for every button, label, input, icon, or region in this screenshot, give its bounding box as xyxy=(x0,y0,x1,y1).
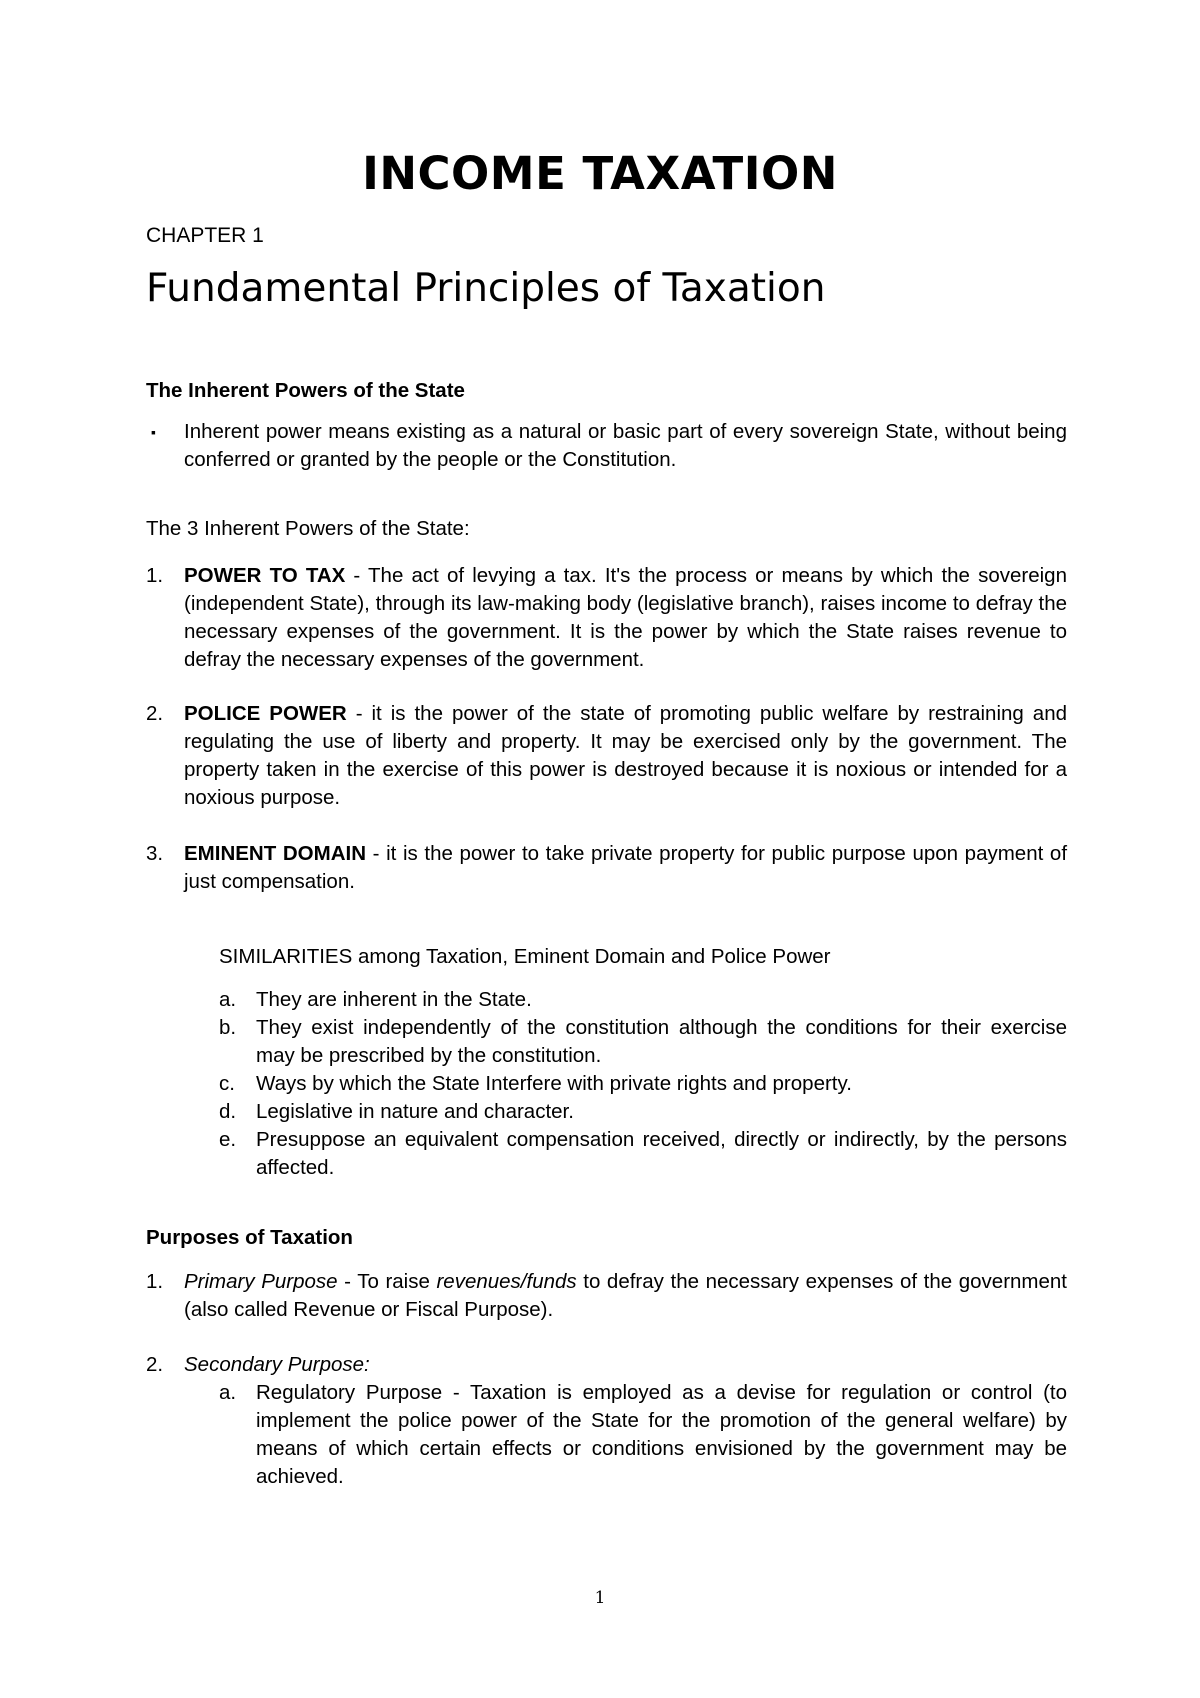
purpose-text: - To raise xyxy=(337,1270,437,1293)
list-number: 3. xyxy=(146,842,164,865)
list-letter: c. xyxy=(219,1072,235,1095)
inherent-powers-intro: The 3 Inherent Powers of the State: xyxy=(146,517,470,540)
term-eminent-domain: EMINENT DOMAIN xyxy=(184,842,367,865)
similarity-item: They are inherent in the State. xyxy=(256,988,532,1011)
purpose-secondary xyxy=(184,1351,370,1379)
section-heading-inherent-powers: The Inherent Powers of the State xyxy=(146,379,465,402)
list-letter: e. xyxy=(219,1128,237,1151)
chapter-label: CHAPTER 1 xyxy=(146,224,264,247)
inherent-power-definition: Inherent power means existing as a natural or basic part of every sovereign State, without being conferred or granted by the people or the Constitution. xyxy=(184,420,1067,471)
list-letter: b. xyxy=(219,1016,237,1039)
similarity-item: Presuppose an equivalent compensation received, directly or indirectly, by the persons affected. xyxy=(256,1128,1067,1179)
list-item-power-to-tax xyxy=(184,562,1067,674)
definition-text: - The act of levying a tax. It's the process or means by which the sovereign (independent State), through its law-making body (legislative branch), raises income to defray the necessary expenses of the government. It is the power by which the State raises revenue to defray the necessary expenses of the government. xyxy=(184,564,1067,671)
purpose-text: to defray the necessary expenses of the government (also called Revenue or Fiscal Purpose). xyxy=(184,1270,1067,1321)
list-number: 2. xyxy=(146,1353,164,1376)
term-primary-purpose: Primary Purpose xyxy=(184,1270,338,1293)
emphasis-revenues: revenues/funds xyxy=(436,1270,577,1293)
list-item-eminent-domain xyxy=(184,840,1067,896)
list-number: 1. xyxy=(146,1270,164,1293)
list-letter: a. xyxy=(219,988,237,1011)
regulatory-purpose-item: Regulatory Purpose - Taxation is employed as a devise for regulation or control (to implement the police power of the State for the promotion of the general welfare) by means of which certain effects or conditions envisioned by the government may be achieved. xyxy=(256,1381,1067,1488)
section-heading-purposes: Purposes of Taxation xyxy=(146,1226,353,1249)
list-number: 1. xyxy=(146,564,164,587)
term-secondary-purpose: Secondary Purpose: xyxy=(184,1353,370,1376)
similarity-item: Ways by which the State Interfere with private rights and property. xyxy=(256,1072,852,1095)
page-number: 1 xyxy=(594,1588,606,1608)
definition-text: - it is the power to take private property for public purpose upon payment of just compensation. xyxy=(184,842,1068,893)
list-letter: d. xyxy=(219,1100,237,1123)
definition-text: - it is the power of the state of promoting public welfare by restraining and regulating the use of liberty and property. It may be exercised only by the government. The property taken in the exercise of this power is destroyed because it is noxious or intended for a noxious purpose. xyxy=(184,702,1067,809)
document-title: INCOME TAXATION xyxy=(362,147,838,200)
term-police-power: POLICE POWER xyxy=(184,702,347,725)
term-power-to-tax: POWER TO TAX xyxy=(184,564,346,587)
similarities-heading: SIMILARITIES among Taxation, Eminent Domain and Police Power xyxy=(219,945,831,968)
purpose-primary xyxy=(184,1268,1067,1324)
list-number: 2. xyxy=(146,702,164,725)
chapter-title: Fundamental Principles of Taxation xyxy=(146,266,826,311)
similarity-item: They exist independently of the constitution although the conditions for their exercise may be prescribed by the constitution. xyxy=(256,1016,1067,1067)
list-item-police-power xyxy=(184,700,1067,812)
bullet-icon: ▪ xyxy=(151,424,156,440)
list-letter: a. xyxy=(219,1381,237,1404)
similarity-item: Legislative in nature and character. xyxy=(256,1100,574,1123)
